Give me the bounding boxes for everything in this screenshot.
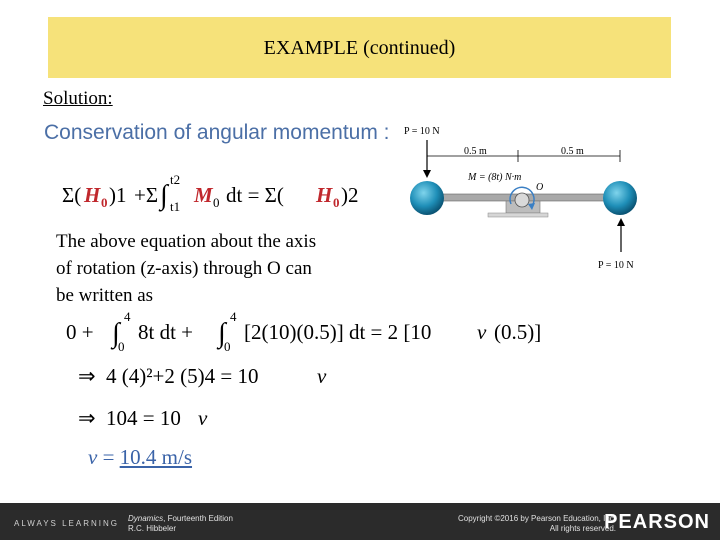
right-sphere: [603, 181, 637, 215]
eq1-lower: t1: [170, 199, 181, 214]
eq2-part1: 0 +: [66, 320, 94, 344]
eq2-integral-2: ∫: [218, 318, 226, 349]
implies-arrow-icon: ⇒: [78, 406, 96, 430]
moment-label: M = (8t) N·m: [468, 172, 522, 183]
copyright-info: [458, 514, 616, 534]
book-title: Dynamics: [128, 514, 164, 523]
footer-bar: [0, 503, 720, 540]
answer-variable: v: [88, 445, 98, 469]
title-bar: [48, 17, 671, 78]
eq1-h2: H: [316, 183, 333, 207]
final-answer: [88, 445, 192, 470]
eq1-plus: +Σ: [134, 183, 159, 207]
conservation-heading: Conservation of angular momentum :: [44, 121, 390, 144]
eq1-h2-sub: 0: [333, 195, 340, 210]
momentum-equation: [62, 170, 382, 214]
eq1-sigma1: Σ(: [62, 183, 82, 207]
slide-title: EXAMPLE (continued): [263, 37, 456, 59]
substituted-equation: [78, 357, 358, 393]
distance-left-label: 0.5 m: [464, 146, 487, 157]
always-learning-text: ALWAYS LEARNING: [14, 519, 119, 528]
book-author: R.C. Hibbeler: [128, 524, 177, 533]
base-plate: [488, 213, 548, 217]
integral-equation: [66, 306, 566, 354]
pivot-pin: [515, 193, 529, 207]
eq2-part4: (0.5)]: [494, 320, 542, 344]
explanation-paragraph: [56, 228, 406, 309]
eq2-integral-1: ∫: [112, 318, 120, 349]
book-info: [128, 514, 233, 534]
eq1-m-sub: 0: [213, 195, 220, 210]
eq1-integral: ∫: [160, 180, 168, 211]
answer-equals: =: [97, 445, 120, 469]
eq2-v: v: [477, 320, 487, 344]
rod-spheres-diagram: [398, 120, 698, 280]
eq2-int2-upper: 4: [230, 309, 237, 324]
distance-right-label: 0.5 m: [561, 146, 584, 157]
force-top-arrowhead: [423, 170, 431, 178]
paragraph-line: be written as: [56, 285, 154, 306]
paragraph-line: The above equation about the axis: [56, 231, 317, 252]
implies-arrow-icon: ⇒: [78, 364, 96, 388]
eq3-v: v: [317, 364, 327, 388]
eq2-part2: 8t dt +: [138, 320, 194, 344]
book-edition: , Fourteenth Edition: [163, 514, 233, 523]
eq1-m: M: [194, 183, 213, 207]
solution-label: Solution:: [43, 88, 113, 109]
paragraph-line: of rotation (z-axis) through O can: [56, 258, 312, 279]
copyright-line-2: All rights reserved.: [549, 524, 616, 533]
eq1-upper: t2: [170, 172, 181, 187]
eq1-h1: H: [84, 183, 101, 207]
eq1-h1-sub: 0: [101, 195, 108, 210]
left-sphere: [410, 181, 444, 215]
eq4-text: 104 = 10: [106, 406, 181, 430]
simplified-equation: [78, 399, 278, 435]
eq1-dt: dt = Σ(: [226, 183, 284, 207]
pivot-label: O: [536, 182, 544, 193]
eq2-int1-lower: 0: [118, 339, 125, 354]
eq1-sub1: )1: [109, 183, 127, 207]
pearson-logo: PEARSON: [604, 511, 710, 533]
eq4-v: v: [198, 406, 208, 430]
answer-value: 10.4 m/s: [119, 445, 193, 469]
eq2-int1-upper: 4: [124, 309, 131, 324]
eq2-part3: [2(10)(0.5)] dt = 2 [10: [244, 320, 432, 344]
force-top-label: P = 10 N: [404, 126, 440, 137]
eq3-text: 4 (4)²+2 (5)4 = 10: [106, 364, 259, 388]
copyright-line-1: Copyright ©2016 by Pearson Education, Inc.: [458, 514, 616, 523]
eq2-int2-lower: 0: [224, 339, 231, 354]
force-bottom-arrowhead: [617, 218, 625, 226]
eq1-sub2: )2: [341, 183, 359, 207]
force-bottom-label: P = 10 N: [598, 260, 634, 271]
